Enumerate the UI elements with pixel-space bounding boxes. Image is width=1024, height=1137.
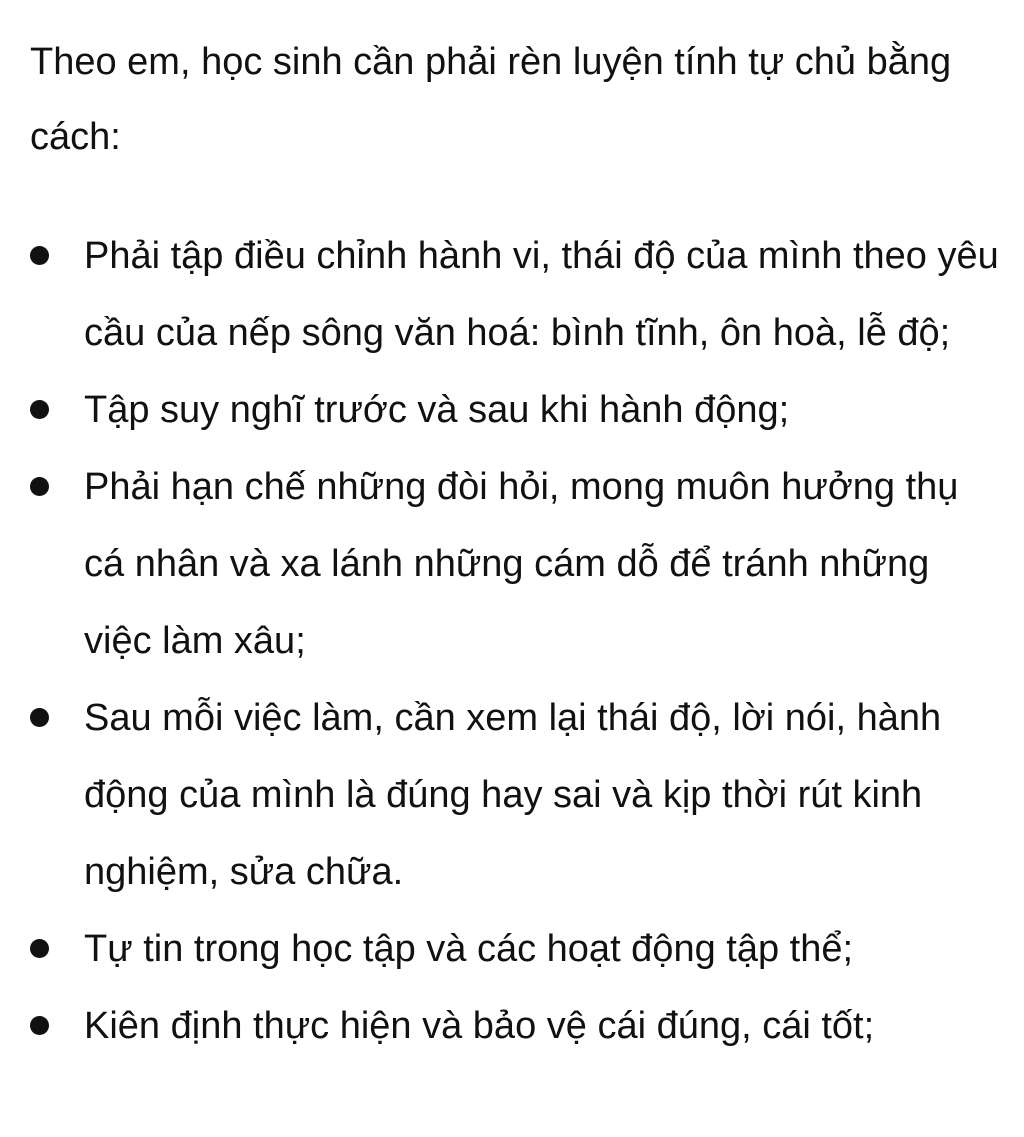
list-item <box>0 988 1024 1065</box>
bullet-list <box>0 218 1024 1065</box>
bullet-icon <box>30 708 49 727</box>
bullet-icon <box>30 246 49 265</box>
intro-paragraph: Theo em, học sinh cần phải rèn luyện tính tự chủ bằng cách: <box>30 41 952 158</box>
list-item <box>0 449 1024 680</box>
list-item-text: Sau mỗi việc làm, cần xem lại thái độ, lời nói, hành động của mình là đúng hay sai và kịp thời rút kinh nghiệm, sửa chữa. <box>84 697 942 893</box>
bullet-icon <box>30 1016 49 1035</box>
bullet-icon <box>30 477 49 496</box>
list-item <box>0 680 1024 911</box>
list-item-text: Tập suy nghĩ trước và sau khi hành động; <box>84 389 790 431</box>
list-item-text: Tự tin trong học tập và các hoạt động tập thể; <box>84 928 854 970</box>
list-item-text: Phải hạn chế những đòi hỏi, mong muôn hưởng thụ cá nhân và xa lánh những cám dỗ để tránh những việc làm xâu; <box>84 466 959 662</box>
list-item-text: Phải tập điều chỉnh hành vi, thái độ của mình theo yêu cầu của nếp sông văn hoá: bình tĩnh, ôn hoà, lễ độ; <box>84 235 999 354</box>
list-item-text: Kiên định thực hiện và bảo vệ cái đúng, cái tốt; <box>84 1005 875 1047</box>
bullet-icon <box>30 939 49 958</box>
list-item <box>0 218 1024 372</box>
bullet-icon <box>30 400 49 419</box>
list-item <box>0 372 1024 449</box>
list-item <box>0 911 1024 988</box>
